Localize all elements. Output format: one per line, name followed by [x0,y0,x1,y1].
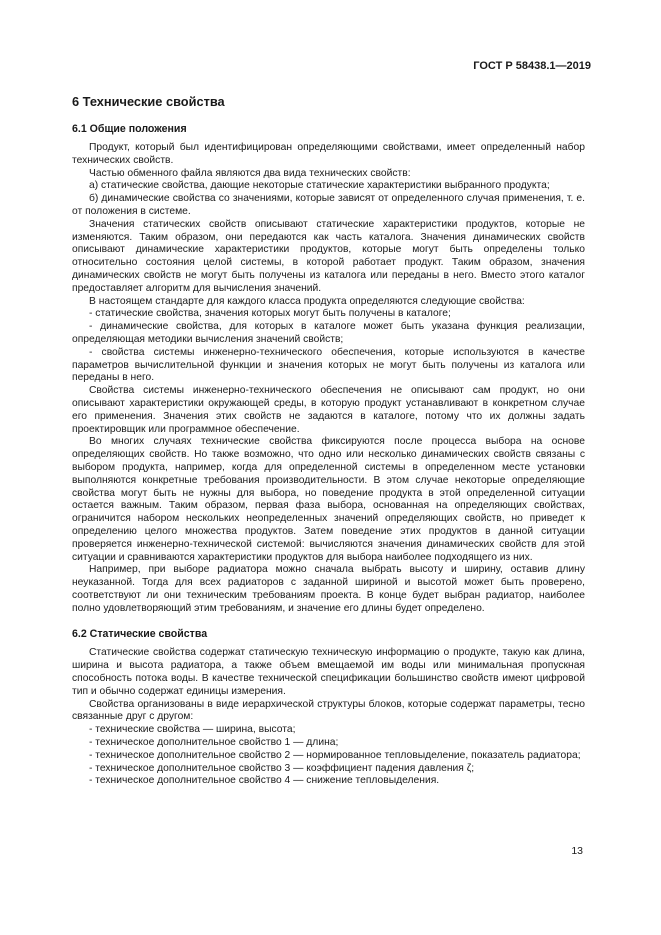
page-number: 13 [571,845,583,857]
paragraph: Статические свойства содержат статическую техническую информацию о продукте, такую как длина, ширина и высота радиатора, а также объем вмещаемой им воды или минимальная пропускная способность потока воды. В качестве технической спецификации большинство свойств имеют цифровой тип и обычно содержат единицы измерения. [72,647,585,697]
section-6-title: 6 Технические свойства [72,94,225,109]
section-6-2-title: 6.2 Статические свойства [72,628,208,641]
paragraph: Свойства системы инженерно-технического обеспечения не описывают сам продукт, но они описывают характеристики окружающей среды, в которую продукт устанавливают в конкретном случае его применения. Значения этих свойств не задаются в каталоге, потому что их должны задать проектировщик или программное обеспечение. [72,385,585,435]
list-item: - технические свойства — ширина, высота; [89,724,296,736]
list-item: - техническое дополнительное свойство 3 — коэффициент падения давления ζ; [89,762,475,774]
list-item: - техническое дополнительное свойство 1 — длина; [89,737,339,749]
list-item: - динамические свойства, для которых в каталоге может быть указана функция реализации, определяющая методики вычисления значений свойств; [72,321,585,345]
paragraph: Значения статических свойств описывают статические характеристики продуктов, которые не изменяются. Таким образом, они передаются как часть каталога. Значения динамических свойств описывают динамические характеристики продуктов, которые могут быть определены только относительно состояния целой системы, в которой работает продукт. Таким образом, значения динамических свойств не могут быть получены из каталога или переданы в него. Вместо этого каталог предоставляет алгоритм для вычисления значений. [72,218,585,294]
paragraph: Частью обменного файла являются два вида технических свойств: [89,167,411,179]
list-item: - техническое дополнительное свойство 2 — нормированное тепловыделение, показатель радиатора; [89,749,581,761]
paragraph: В настоящем стандарте для каждого класса продукта определяются следующие свойства: [89,295,525,307]
section-6-1-title: 6.1 Общие положения [72,123,187,135]
page-content [72,94,585,788]
list-item: - свойства системы инженерно-технического обеспечения, которые используются в качестве параметров вычислительной функции и значения которых не могут быть получены из каталога или переданы в него. [72,346,585,384]
paragraph: Во многих случаях технические свойства фиксируются после процесса выбора на основе определяющих свойств. Но также возможно, что одно или несколько динамических свойств связаны с выбором продукта, например, когда для определенной системы в определенном месте установки выполняются конкретные требования производительности. В этом случае некоторые определяющие свойства могут быть не нужны для выбора, но поведение продукта в этой определенной ситуации остается важным. Таким образом, первая фаза выбора, основанная на определяющих свойствах, ограничится набором нескольких неопределенных значений определяющих свойств, но приведет к определению целого множества продуктов. Затем поведение этих продуктов в данной ситуации проверяется инженерно-технической системой: вычисляются значения динамических свойств для этой ситуации и сравниваются характеристики продуктов для выбора наиболее подходящего из них. [72,436,585,563]
paragraph: Свойства организованы в виде иерархической структуры блоков, которые содержат параметры, тесно связанные друг с другом: [72,698,585,723]
list-item: - статические свойства, значения которых могут быть получены в каталоге; [89,308,451,320]
list-item: б) динамические свойства со значениями, которые зависят от определенного случая применения, т. е. от положения в системе. [72,193,585,217]
list-item: а) статические свойства, дающие некоторые статические характеристики выбранного продукта; [89,180,550,192]
list-item: - техническое дополнительное свойство 4 — снижение тепловыделения. [89,775,440,787]
standard-header: ГОСТ Р 58438.1—2019 [473,60,591,72]
paragraph: Например, при выборе радиатора можно сначала выбрать высоту и ширину, оставив длину неуказанной. Тогда для всех радиаторов с заданной шириной и высотой может быть проверено, соответствуют ли они техническим требованиям проекта. В конце будет выбран радиатор, наиболее полно удовлетворяющий этим требованиям, и значение его длины будет определено. [72,564,585,614]
paragraph: Продукт, который был идентифицирован определяющими свойствами, имеет определенный набор технических свойств. [72,142,585,166]
